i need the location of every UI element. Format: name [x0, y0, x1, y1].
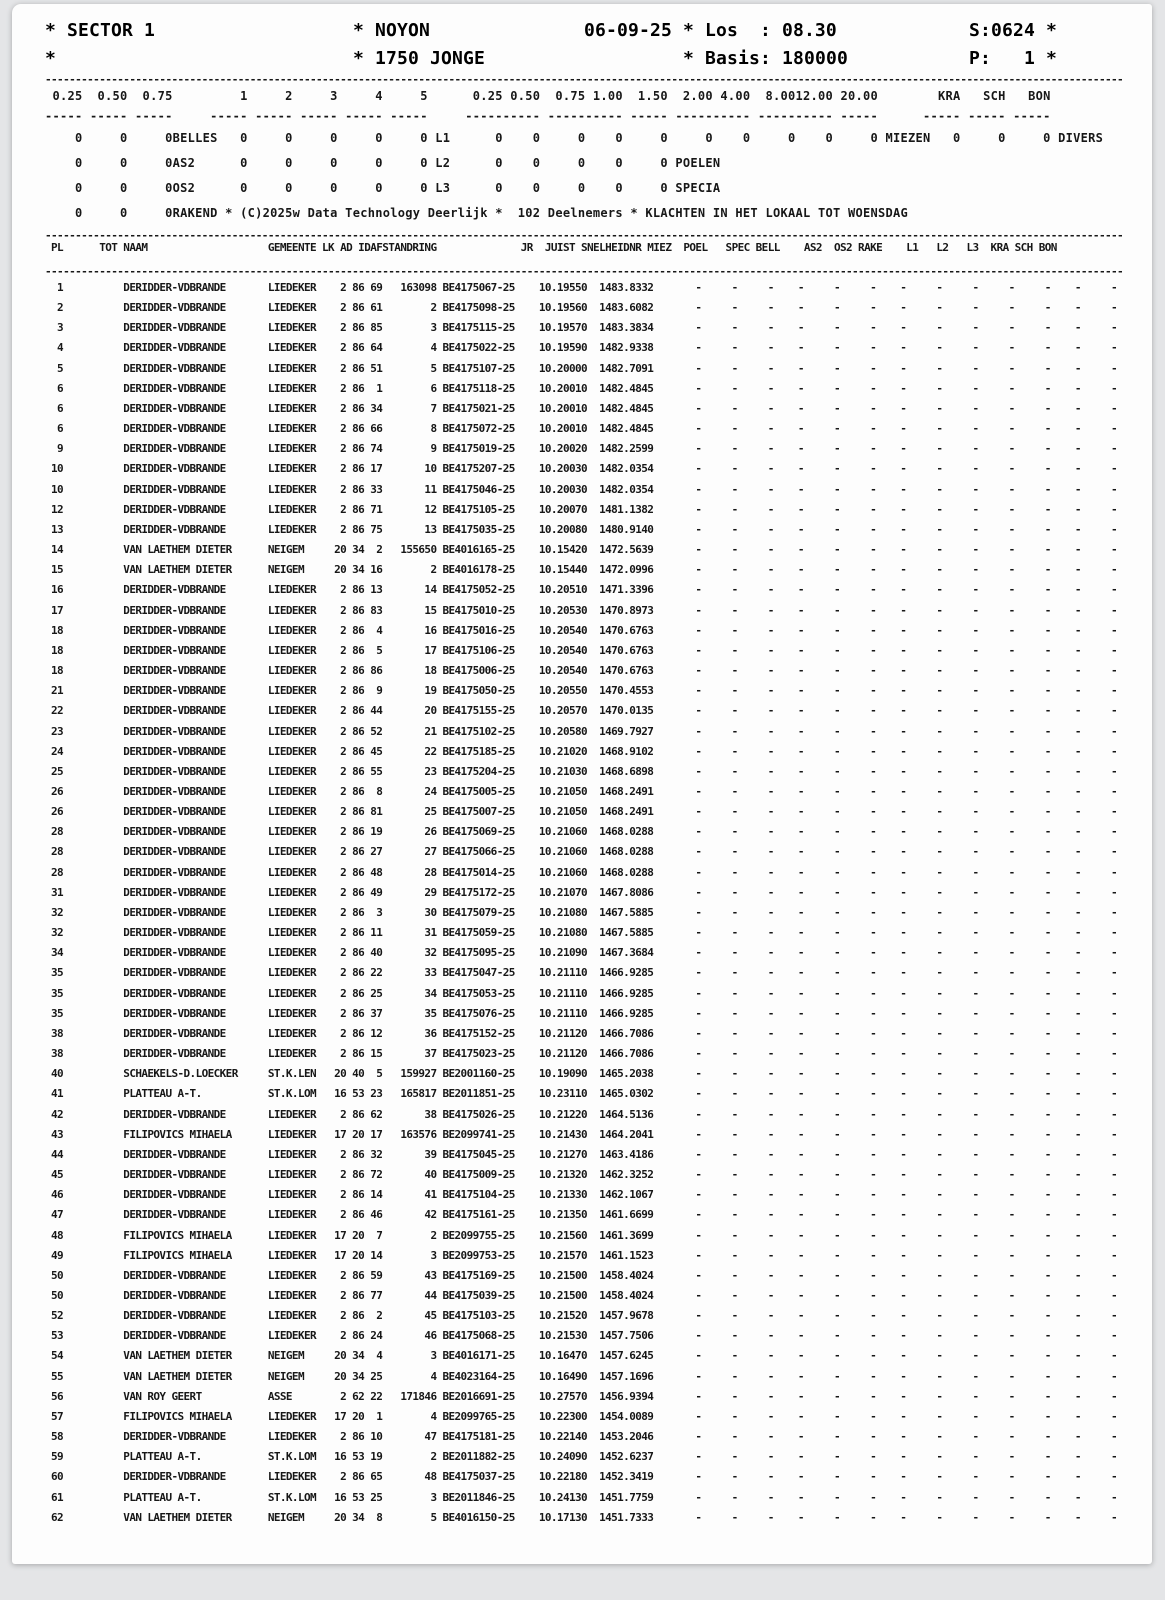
result-row: 56 VAN ROY GEERT ASSE 2 62 22 171846 BE2016691-25 10.27570 1456.9394 - - - - - - - - - - - - -: [45, 1389, 1118, 1403]
result-row: 49 FILIPOVICS MIHAELA LIEDEKER 17 20 14 3 BE2099753-25 10.21570 1461.1523 - - - - - - - - - - - - -: [45, 1248, 1118, 1262]
result-row: 45 DERIDDER-VDBRANDE LIEDEKER 2 86 72 40 BE4175009-25 10.21320 1462.3252 - - - - - - - - - - - - -: [45, 1168, 1118, 1182]
basis-value: * Basis: 180000: [683, 48, 848, 69]
result-row: 23 DERIDDER-VDBRANDE LIEDEKER 2 86 52 21 BE4175102-25 10.20580 1469.7927 - - - - - - - - - - - - -: [45, 724, 1118, 738]
result-row: 35 DERIDDER-VDBRANDE LIEDEKER 2 86 22 33 BE4175047-25 10.21110 1466.9285 - - - - - - - - - - - - -: [45, 966, 1118, 980]
result-row: 10 DERIDDER-VDBRANDE LIEDEKER 2 86 17 10 BE4175207-25 10.20030 1482.0354 - - - - - - - - - - - - -: [45, 462, 1118, 476]
result-row: 10 DERIDDER-VDBRANDE LIEDEKER 2 86 33 11 BE4175046-25 10.20030 1482.0354 - - - - - - - - - - - - -: [45, 482, 1118, 496]
result-row: 41 PLATTEAU A-T. ST.K.LOM 16 53 23 165817 BE2011851-25 10.23110 1465.0302 - - - - - - - - - - - - -: [45, 1087, 1118, 1101]
page-number: P: 1 *: [969, 48, 1057, 69]
result-row: 58 DERIDDER-VDBRANDE LIEDEKER 2 86 10 47 BE4175181-25 10.22140 1453.2046 - - - - - - - - - - - - -: [45, 1430, 1118, 1444]
result-row: 28 DERIDDER-VDBRANDE LIEDEKER 2 86 48 28 BE4175014-25 10.21060 1468.0288 - - - - - - - - - - - - -: [45, 865, 1118, 879]
stats-row-as2: 0 0 0AS2 0 0 0 0 0 L2 0 0 0 0 0 POELEN: [45, 156, 721, 170]
result-row: 28 DERIDDER-VDBRANDE LIEDEKER 2 86 27 27 BE4175066-25 10.21060 1468.0288 - - - - - - - - - - - - -: [45, 845, 1118, 859]
result-row: 18 DERIDDER-VDBRANDE LIEDEKER 2 86 86 18 BE4175006-25 10.20540 1470.6763 - - - - - - - - - - - - -: [45, 664, 1118, 678]
rates-header-line: 0.25 0.50 0.75 1 2 3 4 5 0.25 0.50 0.75 1.00 1.50 2.00 4.00 8.0012.00 20.00 KRA SCH BON: [45, 89, 1051, 103]
report-header-line-2: [12, 46, 1152, 72]
result-row: 38 DERIDDER-VDBRANDE LIEDEKER 2 86 12 36 BE4175152-25 10.21120 1466.7086 - - - - - - - - - - - - -: [45, 1026, 1118, 1040]
result-row: 16 DERIDDER-VDBRANDE LIEDEKER 2 86 13 14 BE4175052-25 10.20510 1471.3396 - - - - - - - - - - - - -: [45, 583, 1118, 597]
result-row: 54 VAN LAETHEM DIETER NEIGEM 20 34 4 3 BE4016171-25 10.16470 1457.6245 - - - - - - - - - - - - -: [45, 1349, 1118, 1363]
report-header-line-1: [12, 18, 1152, 44]
result-row: 4 DERIDDER-VDBRANDE LIEDEKER 2 86 64 4 BE4175022-25 10.19590 1482.9338 - - - - - - - - - - - - -: [45, 341, 1118, 355]
result-row: 22 DERIDDER-VDBRANDE LIEDEKER 2 86 44 20 BE4175155-25 10.20570 1470.0135 - - - - - - - - - - - - -: [45, 704, 1118, 718]
rates-dash-line: ----- ----- ----- ----- ----- ----- ----- ----- ---------- ---------- ----- ---------- ---------- ----- ----- ----- -----: [45, 109, 1051, 123]
result-row: 40 SCHAEKELS-D.LOECKER ST.K.LEN 20 40 5 159927 BE2001160-25 10.19090 1465.2038 - - - - - - - - - - - - -: [45, 1067, 1118, 1081]
result-row: 32 DERIDDER-VDBRANDE LIEDEKER 2 86 11 31 BE4175059-25 10.21080 1467.5885 - - - - - - - - - - - - -: [45, 926, 1118, 940]
result-row: 44 DERIDDER-VDBRANDE LIEDEKER 2 86 32 39 BE4175045-25 10.21270 1463.4186 - - - - - - - - - - - - -: [45, 1147, 1118, 1161]
result-row: 1 DERIDDER-VDBRANDE LIEDEKER 2 86 69 163098 BE4175067-25 10.19550 1483.8332 - - - - - - - - - - - - -: [45, 281, 1118, 294]
result-row: 48 FILIPOVICS MIHAELA LIEDEKER 17 20 7 2 BE2099755-25 10.21560 1461.3699 - - - - - - - - - - - - -: [45, 1228, 1118, 1242]
result-row: 42 DERIDDER-VDBRANDE LIEDEKER 2 86 62 38 BE4175026-25 10.21220 1464.5136 - - - - - - - - - - - - -: [45, 1107, 1118, 1121]
result-row: 53 DERIDDER-VDBRANDE LIEDEKER 2 86 24 46 BE4175068-25 10.21530 1457.7506 - - - - - - - - - - - - -: [45, 1329, 1118, 1343]
separator-line: -----------------------------------------------------------------------------------------------------------------------------------------------------------------------------------: [45, 229, 1124, 242]
race-point: * NOYON: [353, 20, 430, 41]
result-row: 50 DERIDDER-VDBRANDE LIEDEKER 2 86 59 43 BE4175169-25 10.21500 1458.4024 - - - - - - - - - - - - -: [45, 1268, 1118, 1282]
result-row: 12 DERIDDER-VDBRANDE LIEDEKER 2 86 71 12 BE4175105-25 10.20070 1481.1382 - - - - - - - - - - - - -: [45, 502, 1118, 516]
result-row: 15 VAN LAETHEM DIETER NEIGEM 20 34 16 2 BE4016178-25 10.15440 1472.0996 - - - - - - - - - - - - -: [45, 563, 1118, 577]
result-row: 18 DERIDDER-VDBRANDE LIEDEKER 2 86 5 17 BE4175106-25 10.20540 1470.6763 - - - - - - - - - - - - -: [45, 643, 1118, 657]
result-row: 46 DERIDDER-VDBRANDE LIEDEKER 2 86 14 41 BE4175104-25 10.21330 1462.1067 - - - - - - - - - - - - -: [45, 1188, 1118, 1202]
result-row: 47 DERIDDER-VDBRANDE LIEDEKER 2 86 46 42 BE4175161-25 10.21350 1461.6699 - - - - - - - - - - - - -: [45, 1208, 1118, 1222]
result-row: 26 DERIDDER-VDBRANDE LIEDEKER 2 86 8 24 BE4175005-25 10.21050 1468.2491 - - - - - - - - - - - - -: [45, 785, 1118, 798]
s-code: S:0624 *: [969, 20, 1057, 41]
result-row: 18 DERIDDER-VDBRANDE LIEDEKER 2 86 4 16 BE4175016-25 10.20540 1470.6763 - - - - - - - - - - - - -: [45, 623, 1118, 637]
result-row: 6 DERIDDER-VDBRANDE LIEDEKER 2 86 34 7 BE4175021-25 10.20010 1482.4845 - - - - - - - - - - - - -: [45, 401, 1118, 415]
result-row: 35 DERIDDER-VDBRANDE LIEDEKER 2 86 25 34 BE4175053-25 10.21110 1466.9285 - - - - - - - - - - - - -: [45, 986, 1118, 1000]
result-row: 9 DERIDDER-VDBRANDE LIEDEKER 2 86 74 9 BE4175019-25 10.20020 1482.2599 - - - - - - - - - - - - -: [45, 442, 1118, 456]
result-row: 17 DERIDDER-VDBRANDE LIEDEKER 2 86 83 15 BE4175010-25 10.20530 1470.8973 - - - - - - - - - - - - -: [45, 603, 1118, 617]
result-row: 61 PLATTEAU A-T. ST.K.LOM 16 53 25 3 BE2011846-25 10.24130 1451.7759 - - - - - - - - - - - - -: [45, 1490, 1118, 1504]
result-row: 55 VAN LAETHEM DIETER NEIGEM 20 34 25 4 BE4023164-25 10.16490 1457.1696 - - - - - - - - - - - - -: [45, 1369, 1118, 1383]
result-row: 43 FILIPOVICS MIHAELA LIEDEKER 17 20 17 163576 BE2099741-25 10.21430 1464.2041 - - - - - - - - - - - - -: [45, 1127, 1118, 1141]
stats-row-os2: 0 0 0OS2 0 0 0 0 0 L3 0 0 0 0 0 SPECIA: [45, 181, 721, 195]
result-row: 57 FILIPOVICS MIHAELA LIEDEKER 17 20 1 4 BE2099765-25 10.22300 1454.0089 - - - - - - - - - - - - -: [45, 1409, 1118, 1423]
separator-line: -----------------------------------------------------------------------------------------------------------------------------------------------------------------------------------: [45, 265, 1124, 278]
result-row: 21 DERIDDER-VDBRANDE LIEDEKER 2 86 9 19 BE4175050-25 10.20550 1470.4553 - - - - - - - - - - - - -: [45, 684, 1118, 698]
result-row: 3 DERIDDER-VDBRANDE LIEDEKER 2 86 85 3 BE4175115-25 10.19570 1483.3834 - - - - - - - - - - - - -: [45, 321, 1118, 335]
race-category: * 1750 JONGE: [353, 48, 485, 69]
result-row: 31 DERIDDER-VDBRANDE LIEDEKER 2 86 49 29 BE4175172-25 10.21070 1467.8086 - - - - - - - - - - - - -: [45, 885, 1118, 899]
result-row: 60 DERIDDER-VDBRANDE LIEDEKER 2 86 65 48 BE4175037-25 10.22180 1452.3419 - - - - - - - - - - - - -: [45, 1470, 1118, 1484]
result-row: 13 DERIDDER-VDBRANDE LIEDEKER 2 86 75 13 BE4175035-25 10.20080 1480.9140 - - - - - - - - - - - - -: [45, 522, 1118, 536]
result-row: 6 DERIDDER-VDBRANDE LIEDEKER 2 86 66 8 BE4175072-25 10.20010 1482.4845 - - - - - - - - - - - - -: [45, 422, 1118, 436]
result-row: 34 DERIDDER-VDBRANDE LIEDEKER 2 86 40 32 BE4175095-25 10.21090 1467.3684 - - - - - - - - - - - - -: [45, 946, 1118, 960]
separator-line: -----------------------------------------------------------------------------------------------------------------------------------------------------------------------------------: [45, 73, 1124, 86]
result-row: 62 VAN LAETHEM DIETER NEIGEM 20 34 8 5 BE4016150-25 10.17130 1451.7333 - - - - - - - - - - - - -: [45, 1510, 1118, 1524]
result-row: 52 DERIDDER-VDBRANDE LIEDEKER 2 86 2 45 BE4175103-25 10.21520 1457.9678 - - - - - - - - - - - - -: [45, 1309, 1118, 1323]
date-release: 06-09-25 * Los : 08.30: [584, 20, 837, 41]
results-page: [12, 4, 1152, 1564]
result-row: 59 PLATTEAU A-T. ST.K.LOM 16 53 19 2 BE2011882-25 10.24090 1452.6237 - - - - - - - - - - - - -: [45, 1450, 1118, 1464]
result-row: 32 DERIDDER-VDBRANDE LIEDEKER 2 86 3 30 BE4175079-25 10.21080 1467.5885 - - - - - - - - - - - - -: [45, 905, 1118, 919]
results-table-header: PL TOT NAAM GEMEENTE LK AD IDAFSTANDRING JR JUIST SNELHEIDNR MIEZ POEL SPEC BELL AS2 OS2 RAKE L1 L2 L3 KRA SCH BON: [45, 241, 1057, 254]
result-row: 35 DERIDDER-VDBRANDE LIEDEKER 2 86 37 35 BE4175076-25 10.21110 1466.9285 - - - - - - - - - - - - -: [45, 1006, 1118, 1020]
sector-label: * SECTOR 1: [45, 20, 155, 41]
result-row: 6 DERIDDER-VDBRANDE LIEDEKER 2 86 1 6 BE4175118-25 10.20010 1482.4845 - - - - - - - - - - - - -: [45, 381, 1118, 395]
result-row: 38 DERIDDER-VDBRANDE LIEDEKER 2 86 15 37 BE4175023-25 10.21120 1466.7086 - - - - - - - - - - - - -: [45, 1047, 1118, 1061]
result-row: 28 DERIDDER-VDBRANDE LIEDEKER 2 86 19 26 BE4175069-25 10.21060 1468.0288 - - - - - - - - - - - - -: [45, 825, 1118, 839]
result-row: 24 DERIDDER-VDBRANDE LIEDEKER 2 86 45 22 BE4175185-25 10.21020 1468.9102 - - - - - - - - - - - - -: [45, 744, 1118, 758]
header-star: *: [45, 48, 56, 69]
stats-row-belles: 0 0 0BELLES 0 0 0 0 0 L1 0 0 0 0 0 0 0 0 0 0 MIEZEN 0 0 0 DIVERS: [45, 131, 1104, 145]
result-row: 25 DERIDDER-VDBRANDE LIEDEKER 2 86 55 23 BE4175204-25 10.21030 1468.6898 - - - - - - - - - - - - -: [45, 764, 1118, 778]
result-row: 26 DERIDDER-VDBRANDE LIEDEKER 2 86 81 25 BE4175007-25 10.21050 1468.2491 - - - - - - - - - - - - -: [45, 805, 1118, 819]
result-row: 2 DERIDDER-VDBRANDE LIEDEKER 2 86 61 2 BE4175098-25 10.19560 1483.6082 - - - - - - - - - - - - -: [45, 301, 1118, 315]
stats-row-rakend: 0 0 0RAKEND * (C)2025w Data Technology Deerlijk * 102 Deelnemers * KLACHTEN IN HET LOKAAL TOT WOENSDAG: [45, 206, 909, 220]
result-row: 14 VAN LAETHEM DIETER NEIGEM 20 34 2 155650 BE4016165-25 10.15420 1472.5639 - - - - - - - - - - - - -: [45, 543, 1118, 557]
result-row: 5 DERIDDER-VDBRANDE LIEDEKER 2 86 51 5 BE4175107-25 10.20000 1482.7091 - - - - - - - - - - - - -: [45, 361, 1118, 375]
result-row: 50 DERIDDER-VDBRANDE LIEDEKER 2 86 77 44 BE4175039-25 10.21500 1458.4024 - - - - - - - - - - - - -: [45, 1289, 1118, 1302]
